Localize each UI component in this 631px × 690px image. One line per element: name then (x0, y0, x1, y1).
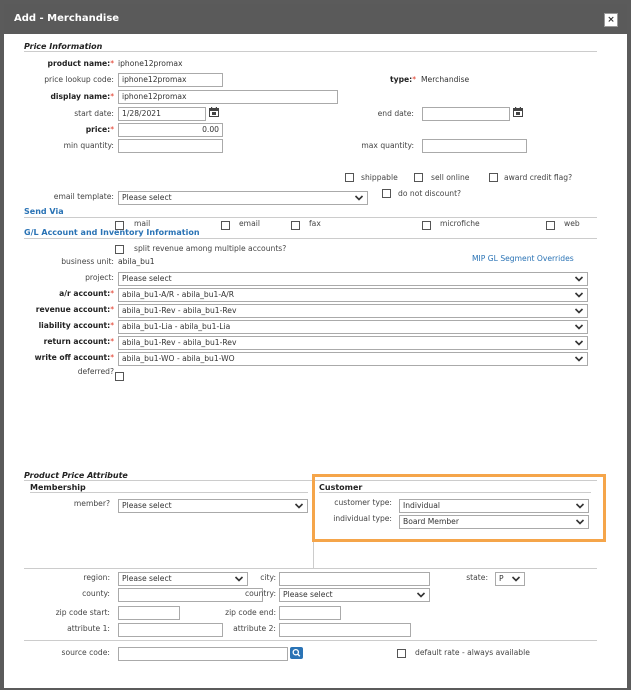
send-via-web-label: web (564, 219, 580, 228)
attribute-2-input[interactable] (279, 623, 411, 637)
chevron-down-icon (574, 337, 584, 349)
attribute-1-label: attribute 1: (67, 624, 110, 633)
close-icon[interactable]: × (604, 13, 618, 27)
type-label: type:* (390, 75, 416, 84)
return-account-label: return account:* (43, 337, 114, 346)
individual-type-select[interactable]: Board Member (399, 515, 589, 529)
region-label: region: (83, 573, 110, 582)
divider (24, 217, 597, 218)
price-input[interactable]: 0.00 (118, 123, 223, 137)
max-quantity-label: max quantity: (361, 141, 414, 150)
chevron-down-icon (294, 500, 304, 512)
price-lookup-label: price lookup code: (44, 75, 114, 84)
product-price-attribute-heading: Product Price Attribute (24, 471, 597, 481)
award-credit-label: award credit flag? (504, 173, 573, 182)
price-information-heading: Price Information (24, 42, 597, 52)
city-label: city: (260, 573, 276, 582)
send-via-fax-label: fax (309, 219, 321, 228)
product-name-label: product name:* (47, 59, 114, 68)
customer-type-select[interactable]: Individual (399, 499, 589, 513)
email-template-label: email template: (53, 192, 114, 201)
write-off-account-label: write off account:* (34, 353, 114, 362)
country-label: country: (244, 589, 276, 598)
min-quantity-input[interactable] (118, 139, 223, 153)
deferred-label: deferred? (77, 367, 114, 376)
shippable-label: shippable (361, 173, 398, 182)
add-merchandise-dialog (4, 4, 627, 688)
deferred-checkbox[interactable] (115, 372, 124, 381)
dialog-title: Add - Merchandise (14, 13, 120, 24)
split-revenue-label: split revenue among multiple accounts? (134, 244, 287, 253)
default-rate-label: default rate - always available (415, 648, 530, 657)
customer-type-label: customer type: (334, 498, 392, 507)
search-icon (290, 647, 303, 659)
divider (24, 568, 597, 569)
product-name-value: iphone12promax (118, 59, 183, 68)
chevron-down-icon (354, 192, 364, 204)
country-select[interactable]: Please select (279, 588, 430, 602)
city-input[interactable] (279, 572, 430, 586)
send-via-microfiche-label: microfiche (440, 219, 480, 228)
price-lookup-input[interactable]: iphone12promax (118, 73, 223, 87)
calendar-icon[interactable] (209, 107, 219, 117)
type-value: Merchandise (421, 75, 470, 84)
state-select[interactable]: P (495, 572, 525, 586)
region-select[interactable]: Please select (118, 572, 248, 586)
send-via-microfiche-checkbox[interactable] (422, 221, 431, 230)
mip-gl-segment-overrides-link[interactable]: MIP GL Segment Overrides (472, 254, 574, 263)
dialog-body (4, 34, 627, 688)
ar-account-select[interactable]: abila_bu1-A/R - abila_bu1-A/R (118, 288, 588, 302)
state-label: state: (466, 573, 488, 582)
source-code-label: source code: (61, 648, 110, 657)
chevron-down-icon (574, 289, 584, 301)
search-button[interactable] (290, 647, 303, 659)
send-via-email-label: email (239, 219, 260, 228)
chevron-down-icon (234, 573, 244, 585)
project-label: project: (85, 273, 114, 282)
chevron-down-icon (574, 321, 584, 333)
display-name-input[interactable]: iphone12promax (118, 90, 338, 104)
price-label: price:* (85, 125, 114, 134)
attribute-2-label: attribute 2: (233, 624, 276, 633)
business-unit-value: abila_bu1 (118, 257, 155, 266)
award-credit-checkbox[interactable] (489, 173, 498, 182)
send-via-mail-label: mail (134, 219, 151, 228)
send-via-email-checkbox[interactable] (221, 221, 230, 230)
divider (24, 238, 597, 239)
write-off-account-select[interactable]: abila_bu1-WO - abila_bu1-WO (118, 352, 588, 366)
do-not-discount-checkbox[interactable] (382, 189, 391, 198)
gl-heading: G/L Account and Inventory Information (24, 228, 200, 237)
send-via-fax-checkbox[interactable] (291, 221, 300, 230)
divider (24, 640, 597, 641)
email-template-select[interactable]: Please select (118, 191, 368, 205)
chevron-down-icon (574, 273, 584, 285)
individual-type-label: individual type: (333, 514, 392, 523)
revenue-account-select[interactable]: abila_bu1-Rev - abila_bu1-Rev (118, 304, 588, 318)
liability-account-select[interactable]: abila_bu1-Lia - abila_bu1-Lia (118, 320, 588, 334)
zip-code-end-input[interactable] (279, 606, 341, 620)
max-quantity-input[interactable] (422, 139, 527, 153)
start-date-label: start date: (74, 109, 114, 118)
start-date-input[interactable]: 1/28/2021 (118, 107, 206, 121)
calendar-icon[interactable] (513, 107, 523, 117)
zip-code-end-label: zip code end: (225, 608, 276, 617)
project-select[interactable]: Please select (118, 272, 588, 286)
chevron-down-icon (574, 305, 584, 317)
default-rate-checkbox[interactable] (397, 649, 406, 658)
zip-code-start-input[interactable] (118, 606, 180, 620)
split-revenue-checkbox[interactable] (115, 245, 124, 254)
chevron-down-icon (416, 589, 426, 601)
dialog-titlebar (4, 4, 627, 34)
ar-account-label: a/r account:* (59, 289, 114, 298)
customer-heading: Customer (319, 483, 591, 493)
membership-heading: Membership (30, 483, 308, 493)
do-not-discount-label: do not discount? (398, 189, 462, 198)
min-quantity-label: min quantity: (63, 141, 114, 150)
chevron-down-icon (575, 516, 585, 528)
liability-account-label: liability account:* (38, 321, 114, 330)
end-date-input[interactable] (422, 107, 510, 121)
member-label: member? (73, 499, 110, 508)
business-unit-label: business unit: (61, 257, 114, 266)
send-via-heading: Send Via (24, 207, 64, 216)
sell-online-checkbox[interactable] (414, 173, 423, 182)
display-name-label: display name:* (50, 92, 114, 101)
send-via-web-checkbox[interactable] (546, 221, 555, 230)
chevron-down-icon (511, 573, 521, 585)
end-date-label: end date: (377, 109, 414, 118)
chevron-down-icon (575, 500, 585, 512)
county-label: county: (82, 589, 110, 598)
source-code-input[interactable] (118, 647, 288, 661)
revenue-account-label: revenue account:* (35, 305, 114, 314)
shippable-checkbox[interactable] (345, 173, 354, 182)
chevron-down-icon (574, 353, 584, 365)
return-account-select[interactable]: abila_bu1-Rev - abila_bu1-Rev (118, 336, 588, 350)
zip-code-start-label: zip code start: (55, 608, 110, 617)
sell-online-label: sell online (431, 173, 470, 182)
member-select[interactable]: Please select (118, 499, 308, 513)
